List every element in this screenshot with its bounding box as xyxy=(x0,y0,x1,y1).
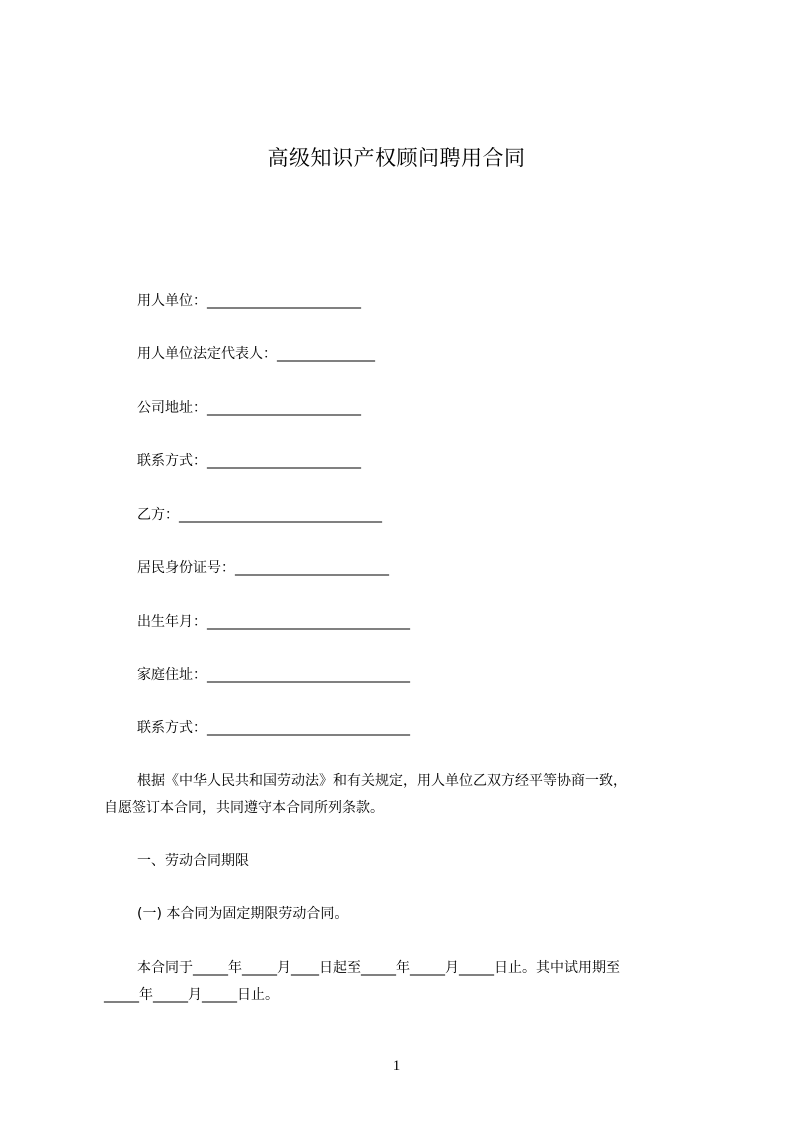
subsection-text: (一) 本合同为固定期限劳动合同。 xyxy=(137,906,349,922)
section-heading: 一、劳动合同期限 xyxy=(137,853,249,869)
field-party-b: 乙方：_____________________________ xyxy=(137,507,382,523)
field-personal-contact: 联系方式：_____________________________ xyxy=(137,720,410,736)
field-home-address: 家庭住址：_____________________________ xyxy=(137,667,410,683)
term-paragraph-line2: _____年_____月_____日止。 xyxy=(104,987,279,1003)
document-title: 高级知识产权顾问聘用合同 xyxy=(267,146,526,170)
field-legal-representative: 用人单位法定代表人：______________ xyxy=(137,346,375,362)
intro-paragraph-line2: 自愿签订本合同，共同遵守本合同所列条款。 xyxy=(104,800,384,816)
term-paragraph-line1: 本合同于_____年_____月____日起至_____年_____月_____日止。其中试用期至 xyxy=(137,960,620,976)
field-employer: 用人单位：______________________ xyxy=(137,293,361,309)
field-company-contact: 联系方式：______________________ xyxy=(137,453,361,469)
intro-paragraph-line1: 根据《中华人民共和国劳动法》和有关规定，用人单位乙双方经平等协商一致， xyxy=(137,773,627,789)
page-number: 1 xyxy=(392,1058,401,1074)
field-company-address: 公司地址：______________________ xyxy=(137,400,361,416)
field-birth-date: 出生年月：_____________________________ xyxy=(137,614,410,630)
field-id-number: 居民身份证号：______________________ xyxy=(137,560,389,576)
